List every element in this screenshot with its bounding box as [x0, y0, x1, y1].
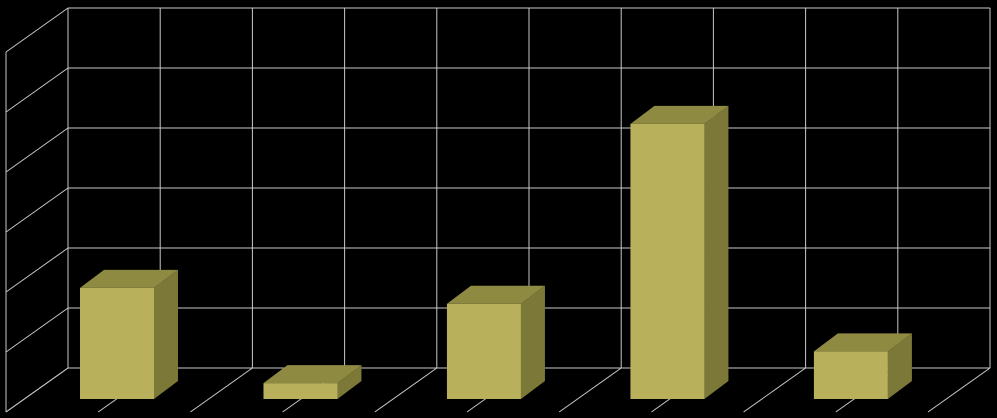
bars-layer — [80, 106, 912, 399]
bar-side-face — [521, 286, 545, 399]
floor-depth-gridline — [6, 368, 68, 412]
floor-depth-gridline — [928, 368, 990, 412]
bar-1 — [80, 270, 178, 399]
floor-depth-gridline — [190, 368, 252, 412]
floor-depth-gridline — [559, 368, 621, 412]
bar-side-face — [704, 106, 728, 399]
side-wall-gridline — [6, 188, 68, 232]
bar-4 — [630, 106, 728, 399]
bar-front-face — [447, 304, 521, 399]
floor-depth-gridline — [375, 368, 437, 412]
bar-5 — [814, 333, 912, 399]
side-wall-gridline — [6, 128, 68, 172]
bar-side-face — [154, 270, 178, 399]
floor-depth-gridline — [744, 368, 806, 412]
bar-2 — [263, 365, 361, 399]
bar-front-face — [814, 351, 888, 399]
bar-front-face — [80, 288, 154, 399]
bar-3 — [447, 286, 545, 399]
bar-front-face — [263, 383, 337, 399]
bar-front-face — [630, 124, 704, 399]
side-wall-gridline — [6, 308, 68, 352]
side-wall-gridline — [6, 68, 68, 112]
side-wall-gridline — [6, 8, 68, 52]
side-wall-gridline — [6, 248, 68, 292]
